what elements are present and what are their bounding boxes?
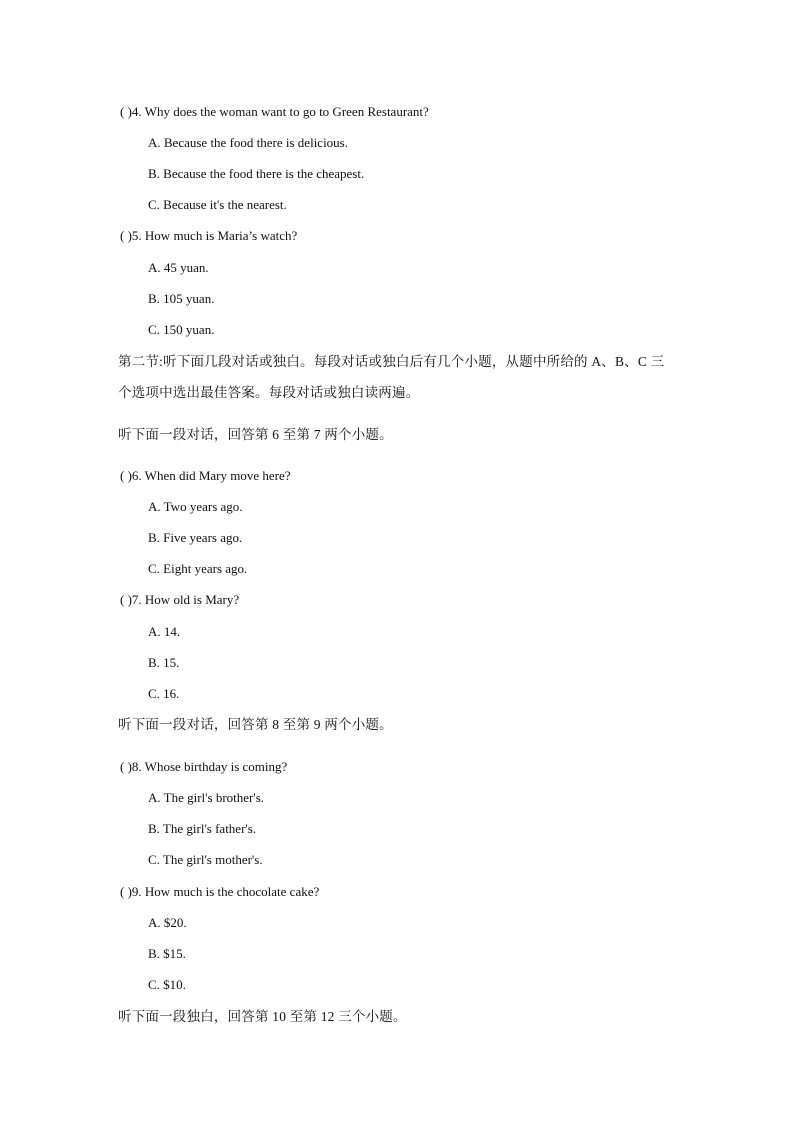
instruction-dialog-6-7: 听下面一段对话，回答第 6 至第 7 两个小题。: [118, 427, 393, 442]
question-8: [120, 759, 287, 775]
option-8c: C. The girl's mother's.: [148, 852, 263, 867]
section-2-heading-line-2: 个选项中选出最佳答案。每段对话或独白读两遍。: [118, 385, 420, 400]
question-text: 8. Whose birthday is coming?: [131, 759, 288, 774]
question-text: 7. How old is Mary?: [131, 592, 240, 607]
option-8a: A. The girl's brother's.: [148, 790, 265, 805]
option-5a: A. 45 yuan.: [148, 260, 209, 275]
answer-blank[interactable]: ( ): [120, 884, 132, 899]
option-9a: A. $20.: [148, 915, 187, 930]
option-9c: C. $10.: [148, 977, 186, 992]
section-2-heading-line-1: 第二节:听下面几段对话或独白。每段对话或独白后有几个小题，从题中所给的 A、B、C 三: [118, 354, 665, 369]
option-6b: B. Five years ago.: [148, 530, 243, 545]
option-9b: B. $15.: [148, 946, 186, 961]
instruction-monologue-10-12: 听下面一段独白，回答第 10 至第 12 三个小题。: [118, 1009, 407, 1024]
option-5c: C. 150 yuan.: [148, 322, 215, 337]
option-6c: C. Eight years ago.: [148, 561, 248, 576]
option-8b: B. The girl's father's.: [148, 821, 257, 836]
question-4: [120, 104, 429, 120]
question-text: 6. When did Mary move here?: [131, 468, 291, 483]
answer-blank[interactable]: ( ): [120, 104, 132, 119]
question-5: [120, 228, 297, 244]
option-4a: A. Because the food there is delicious.: [148, 135, 348, 150]
question-7: [120, 592, 239, 608]
option-7c: C. 16.: [148, 686, 180, 701]
question-text: 4. Why does the woman want to go to Green Restaurant?: [131, 104, 429, 119]
instruction-dialog-8-9: 听下面一段对话，回答第 8 至第 9 两个小题。: [118, 717, 393, 732]
answer-blank[interactable]: ( ): [120, 228, 132, 243]
option-7a: A. 14.: [148, 624, 181, 639]
answer-blank[interactable]: ( ): [120, 759, 132, 774]
question-text: 5. How much is Maria’s watch?: [131, 228, 298, 243]
option-7b: B. 15.: [148, 655, 180, 670]
question-9: [120, 884, 319, 900]
answer-blank[interactable]: ( ): [120, 592, 132, 607]
question-6: [120, 468, 291, 484]
option-5b: B. 105 yuan.: [148, 291, 215, 306]
question-text: 9. How much is the chocolate cake?: [131, 884, 320, 899]
option-4c: C. Because it's the nearest.: [148, 197, 287, 212]
option-6a: A. Two years ago.: [148, 499, 243, 514]
answer-blank[interactable]: ( ): [120, 468, 132, 483]
option-4b: B. Because the food there is the cheapest.: [148, 166, 365, 181]
